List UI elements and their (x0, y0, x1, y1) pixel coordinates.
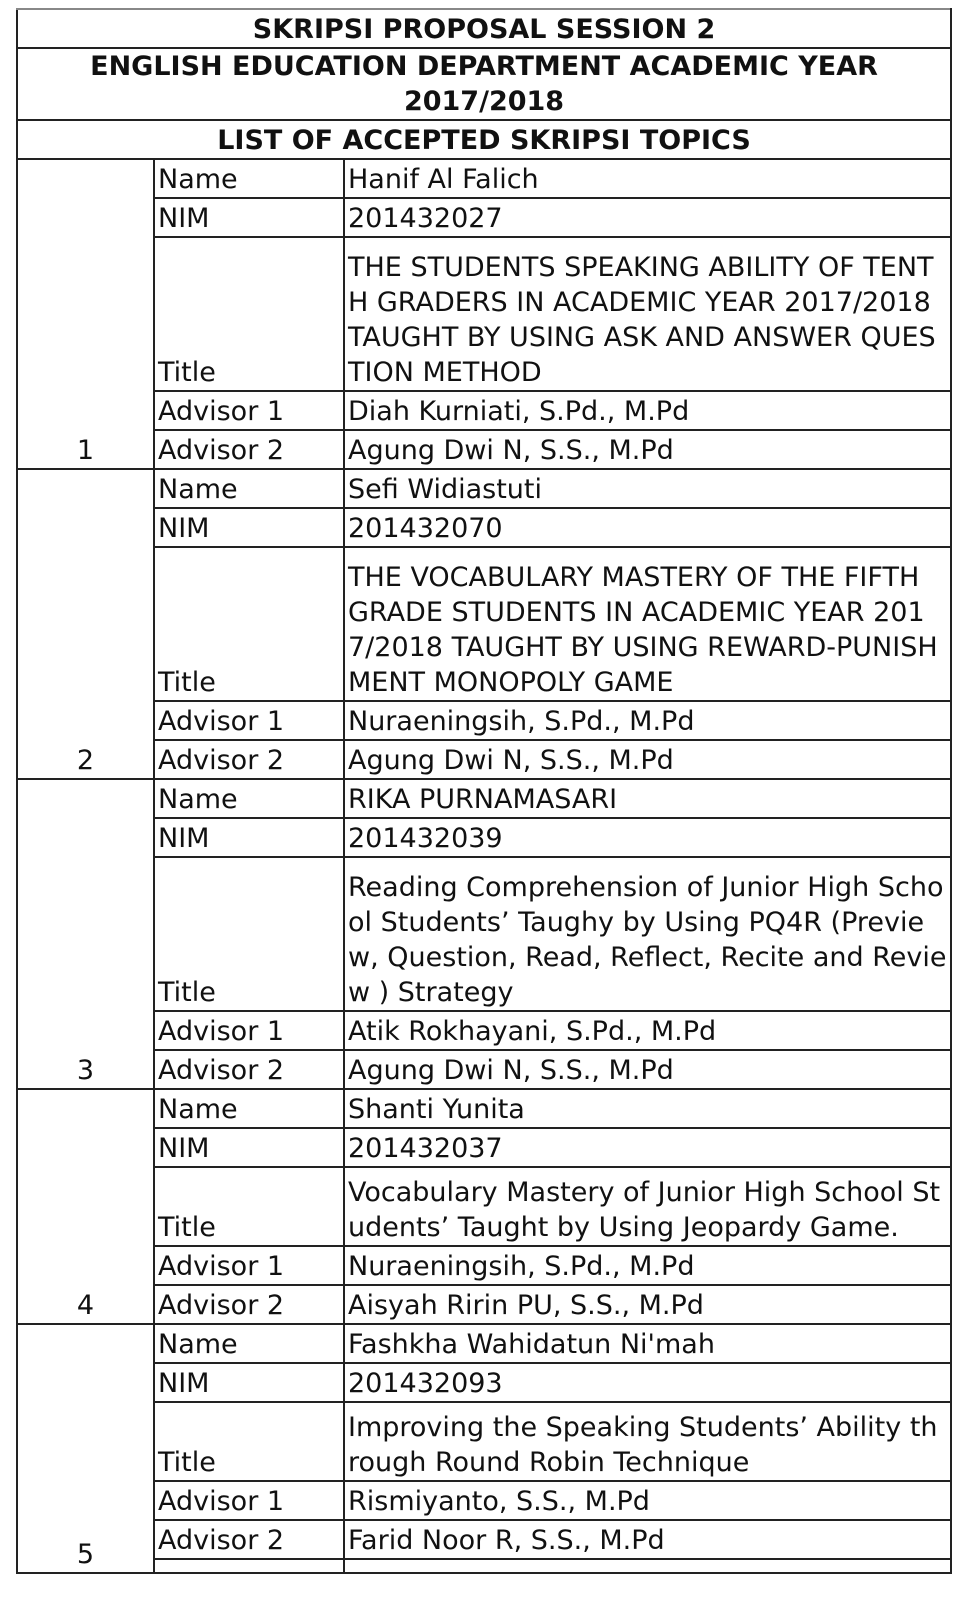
entry-row-nim (17, 1128, 951, 1167)
name-label: Name (154, 779, 344, 818)
skripsi-title: Reading Comprehension of Junior High School Students’ Taughy by Using PQ4R (Preview, Question, Read, Reflect, Recite and Review ) Strategy (344, 857, 951, 1011)
entry-row-title (17, 1167, 951, 1246)
name-label: Name (154, 1089, 344, 1128)
entry-number: 2 (17, 469, 154, 779)
entry-row-advisor2 (17, 740, 951, 779)
advisor1-label: Advisor 1 (154, 1011, 344, 1050)
entry-row-advisor1 (17, 1246, 951, 1285)
entry-row-advisor1 (17, 1481, 951, 1520)
entry-row-advisor2 (17, 430, 951, 469)
entry-row-title (17, 237, 951, 391)
entry-row-advisor1 (17, 1011, 951, 1050)
student-name: Fashkha Wahidatun Ni'mah (344, 1324, 951, 1363)
title-label: Title (154, 237, 344, 391)
entry-number: 3 (17, 779, 154, 1089)
student-name: RIKA PURNAMASARI (344, 779, 951, 818)
entry-row-advisor2 (17, 1050, 951, 1089)
cut-off-cell (344, 1559, 951, 1573)
advisor2-label: Advisor 2 (154, 1520, 344, 1559)
nim-label: NIM (154, 1128, 344, 1167)
advisor2-name: Farid Noor R, S.S., M.Pd (344, 1520, 951, 1559)
title-label: Title (154, 1402, 344, 1481)
entry-row-nim (17, 198, 951, 237)
advisor1-label: Advisor 1 (154, 701, 344, 740)
topics-table (16, 8, 952, 1574)
entry-row-advisor2 (17, 1520, 951, 1559)
header-row-list (17, 120, 951, 159)
nim-label: NIM (154, 1363, 344, 1402)
advisor1-label: Advisor 1 (154, 1246, 344, 1285)
advisor2-label: Advisor 2 (154, 740, 344, 779)
header-row-session (17, 9, 951, 48)
name-label: Name (154, 469, 344, 508)
nim-label: NIM (154, 198, 344, 237)
entry-row-advisor1 (17, 391, 951, 430)
advisor1-name: Nuraeningsih, S.Pd., M.Pd (344, 701, 951, 740)
entry-row-name (17, 1324, 951, 1363)
nim-label: NIM (154, 508, 344, 547)
advisor2-label: Advisor 2 (154, 1285, 344, 1324)
student-name: Hanif Al Falich (344, 159, 951, 198)
header-row-department (17, 48, 951, 120)
student-nim: 201432039 (344, 818, 951, 857)
advisor1-name: Diah Kurniati, S.Pd., M.Pd (344, 391, 951, 430)
department-heading: ENGLISH EDUCATION DEPARTMENT ACADEMIC YEAR 2017/2018 (17, 48, 951, 120)
skripsi-title: THE VOCABULARY MASTERY OF THE FIFTH GRADE STUDENTS IN ACADEMIC YEAR 2017/2018 TAUGHT BY USING REWARD-PUNISHMENT MONOPOLY GAME (344, 547, 951, 701)
advisor2-name: Aisyah Ririn PU, S.S., M.Pd (344, 1285, 951, 1324)
skripsi-title: THE STUDENTS SPEAKING ABILITY OF TENTH GRADERS IN ACADEMIC YEAR 2017/2018 TAUGHT BY USING ASK AND ANSWER QUESTION METHOD (344, 237, 951, 391)
advisor1-name: Atik Rokhayani, S.Pd., M.Pd (344, 1011, 951, 1050)
cut-off-cell (154, 1559, 344, 1573)
entry-number: 5 (17, 1324, 154, 1573)
list-heading: LIST OF ACCEPTED SKRIPSI TOPICS (17, 120, 951, 159)
student-nim: 201432027 (344, 198, 951, 237)
entry-row-title (17, 1402, 951, 1481)
topics-sheet (16, 8, 950, 1574)
entry-number: 4 (17, 1089, 154, 1324)
title-label: Title (154, 1167, 344, 1246)
skripsi-title: Vocabulary Mastery of Junior High School Students’ Taught by Using Jeopardy Game. (344, 1167, 951, 1246)
title-label: Title (154, 857, 344, 1011)
advisor2-name: Agung Dwi N, S.S., M.Pd (344, 430, 951, 469)
entry-row-name (17, 469, 951, 508)
advisor2-name: Agung Dwi N, S.S., M.Pd (344, 740, 951, 779)
advisor2-label: Advisor 2 (154, 1050, 344, 1089)
advisor2-label: Advisor 2 (154, 430, 344, 469)
entry-row-nim (17, 1363, 951, 1402)
entry-row-nim (17, 508, 951, 547)
entry-row-nim (17, 818, 951, 857)
cut-off-row (17, 1559, 951, 1573)
name-label: Name (154, 1324, 344, 1363)
nim-label: NIM (154, 818, 344, 857)
advisor2-name: Agung Dwi N, S.S., M.Pd (344, 1050, 951, 1089)
entry-row-name (17, 159, 951, 198)
entry-row-name (17, 1089, 951, 1128)
entry-row-advisor1 (17, 701, 951, 740)
skripsi-title: Improving the Speaking Students’ Ability through Round Robin Technique (344, 1402, 951, 1481)
student-name: Sefi Widiastuti (344, 469, 951, 508)
entry-row-name (17, 779, 951, 818)
student-nim: 201432093 (344, 1363, 951, 1402)
student-name: Shanti Yunita (344, 1089, 951, 1128)
advisor1-label: Advisor 1 (154, 1481, 344, 1520)
title-label: Title (154, 547, 344, 701)
entry-row-title (17, 547, 951, 701)
session-heading: SKRIPSI PROPOSAL SESSION 2 (17, 9, 951, 48)
advisor1-name: Nuraeningsih, S.Pd., M.Pd (344, 1246, 951, 1285)
entry-row-advisor2 (17, 1285, 951, 1324)
advisor1-label: Advisor 1 (154, 391, 344, 430)
student-nim: 201432070 (344, 508, 951, 547)
advisor1-name: Rismiyanto, S.S., M.Pd (344, 1481, 951, 1520)
student-nim: 201432037 (344, 1128, 951, 1167)
entry-row-title (17, 857, 951, 1011)
entry-number: 1 (17, 159, 154, 469)
name-label: Name (154, 159, 344, 198)
